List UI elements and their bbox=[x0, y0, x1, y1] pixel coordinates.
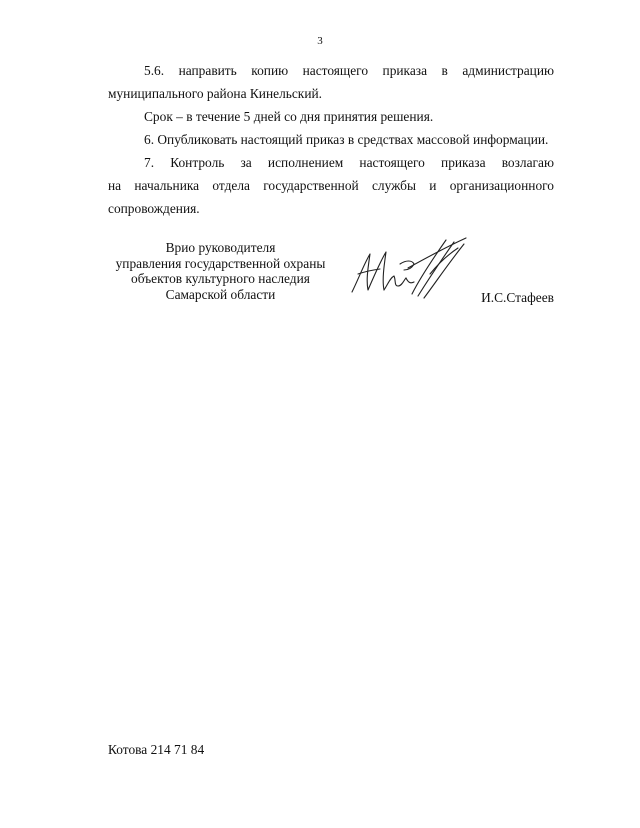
executor-contact: Котова 214 71 84 bbox=[108, 742, 205, 757]
signatory-name: И.С.Стафеев bbox=[481, 290, 554, 305]
handwritten-signature-image bbox=[348, 234, 478, 304]
paragraph-5-6-line-1: 5.6. направить копию настоящего приказа в администрацию bbox=[144, 63, 554, 78]
signatory-position-line-3: объектов культурного наследия bbox=[131, 271, 310, 286]
signatory-position bbox=[108, 240, 333, 302]
signature-block bbox=[108, 240, 554, 310]
page-number: 3 bbox=[317, 35, 323, 47]
signatory-position-line-1: Врио руководителя bbox=[165, 240, 276, 255]
paragraph-5-6-line-2: муниципального района Кинельский. bbox=[108, 86, 322, 101]
paragraph-7-line-2: на начальника отдела государственной службы и организационного bbox=[108, 178, 554, 193]
paragraph-6: 6. Опубликовать настоящий приказ в средствах массовой информации. bbox=[144, 132, 549, 147]
paragraph-7-line-1: 7. Контроль за исполнением настоящего приказа возлагаю bbox=[144, 155, 554, 170]
signatory-position-line-4: Самарской области bbox=[165, 286, 276, 302]
paragraph-deadline: Срок – в течение 5 дней со дня принятия решения. bbox=[144, 109, 434, 124]
document-body bbox=[108, 59, 554, 220]
paragraph-7-line-3: сопровождения. bbox=[108, 201, 200, 216]
signatory-position-line-2: управления государственной охраны bbox=[115, 255, 326, 271]
